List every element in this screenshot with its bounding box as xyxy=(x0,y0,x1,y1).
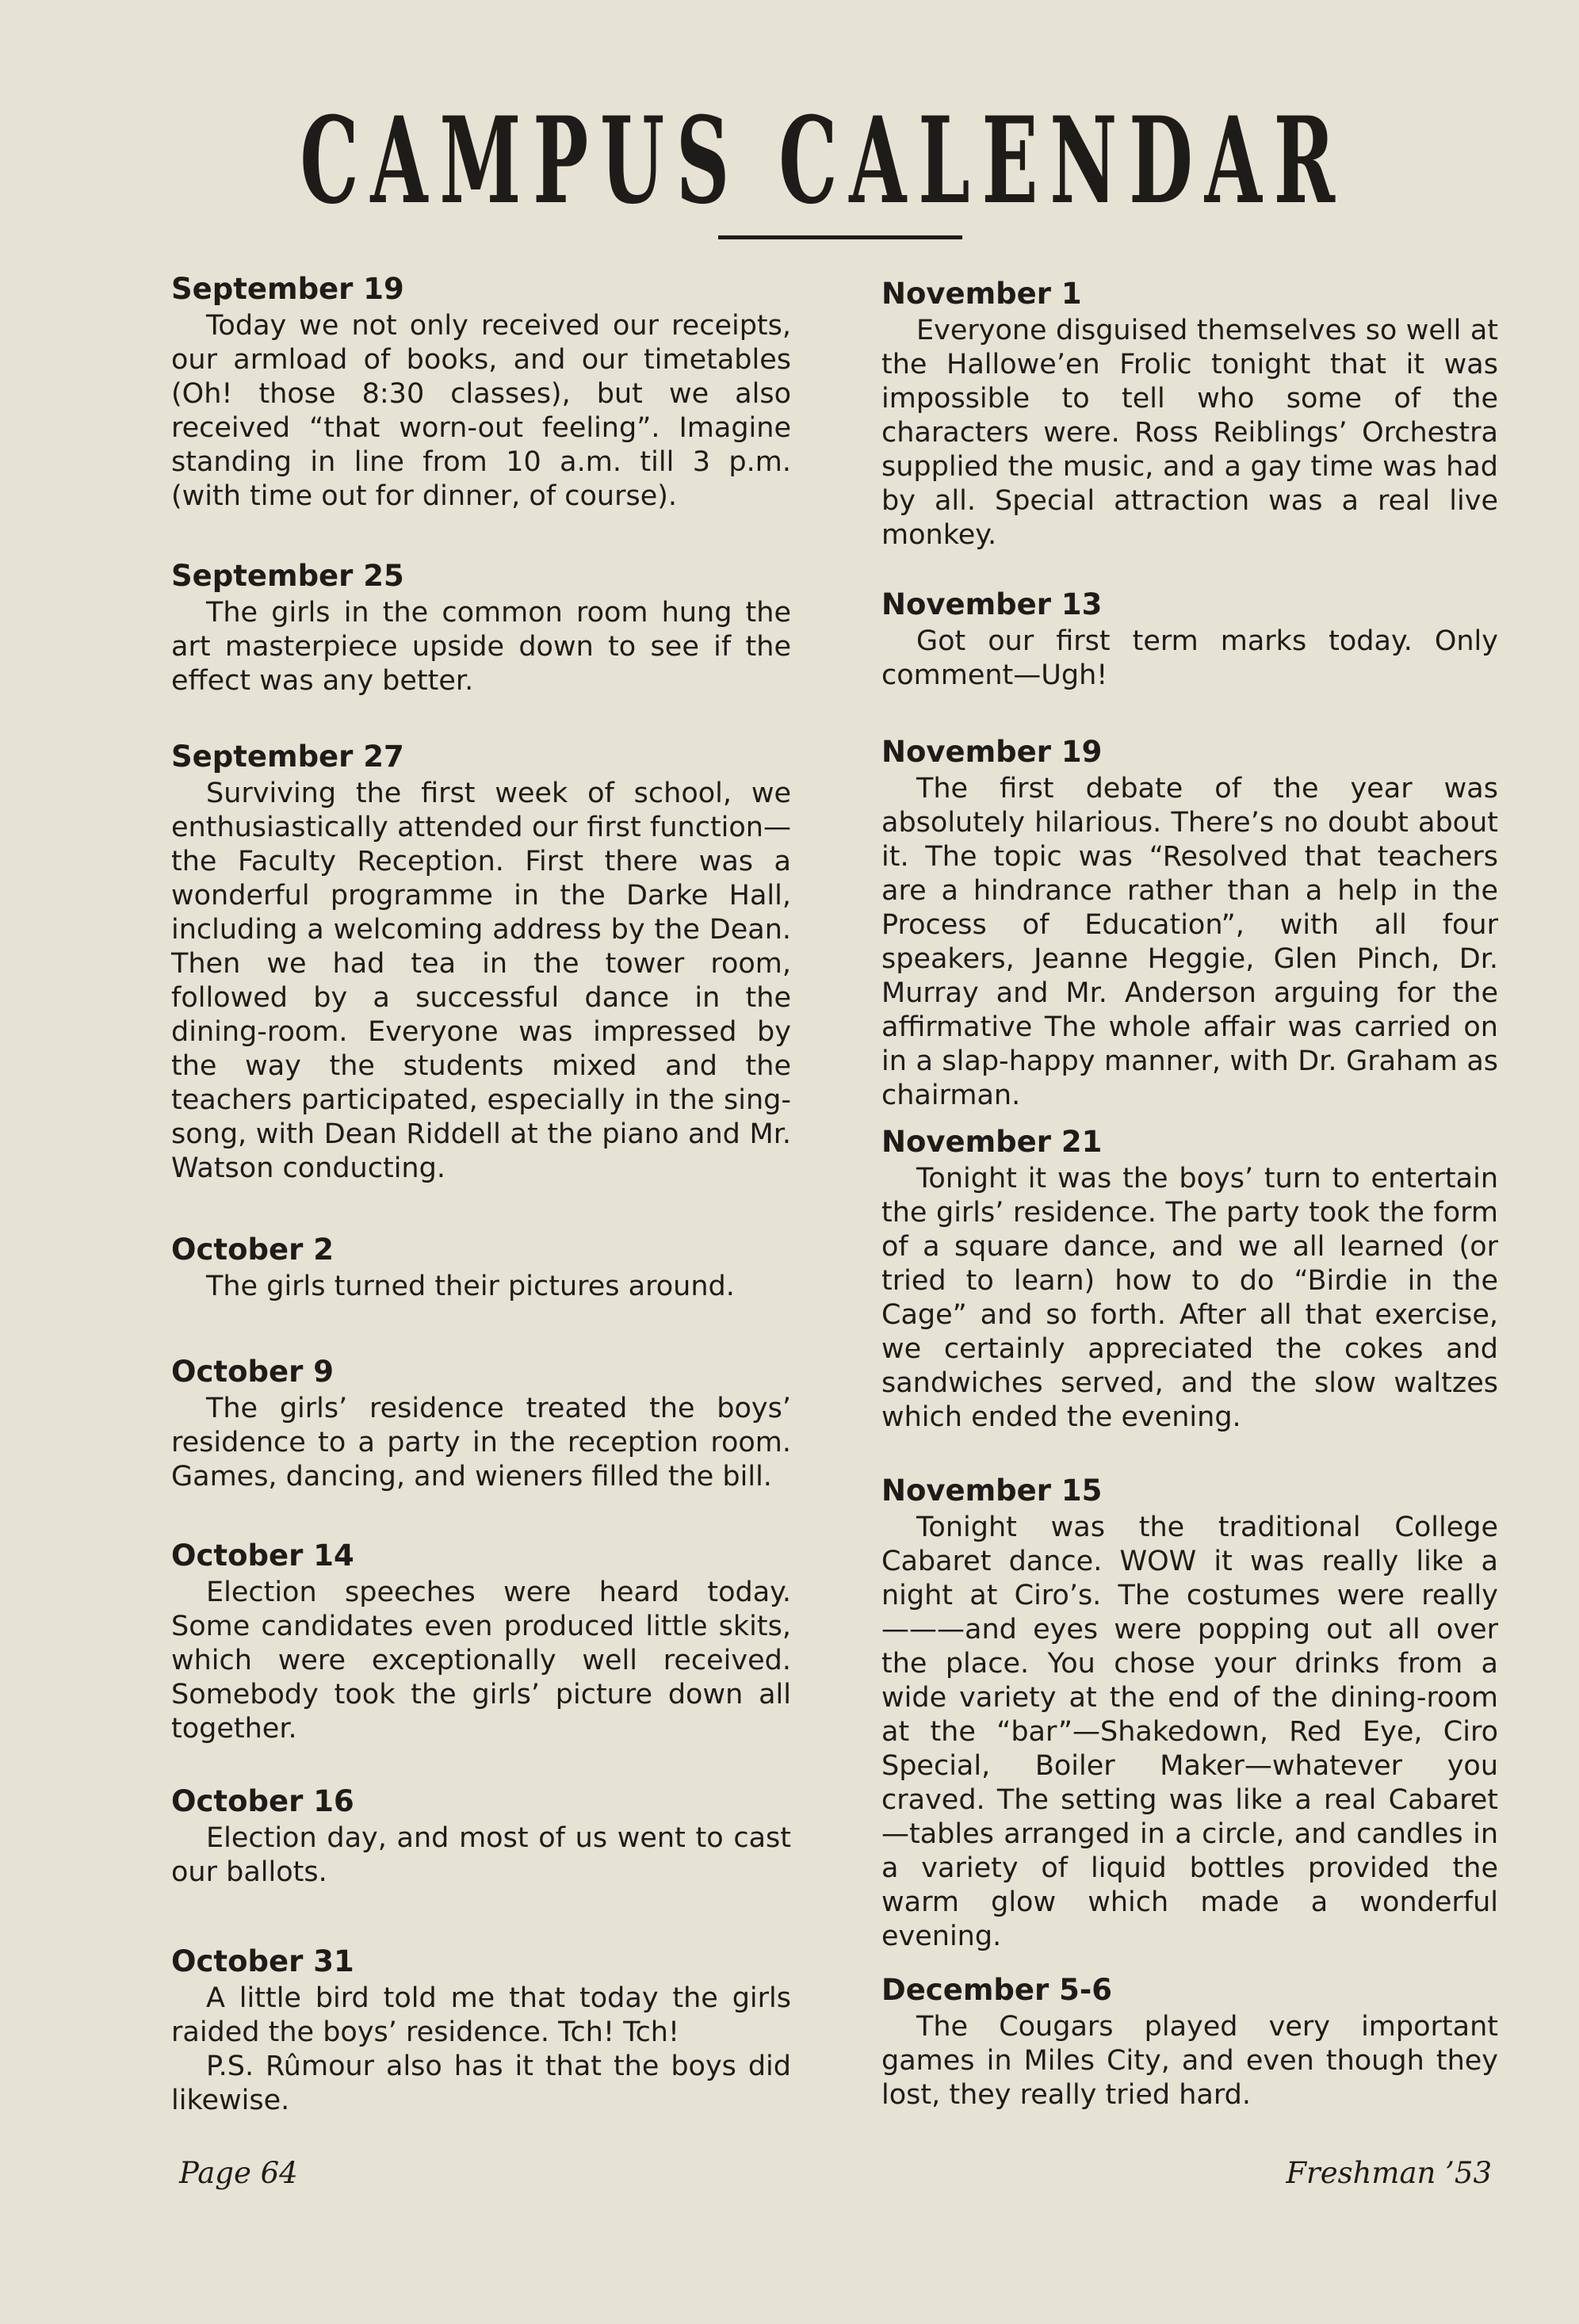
calendar-entry xyxy=(171,1232,791,1304)
entry-text: A little bird told me that today the girls raided the boys’ residence. Tch! Tch! xyxy=(171,1982,791,2048)
entry-date: September 25 xyxy=(171,559,404,593)
entry-text: Election speeches were heard today. Some candidates even produced little skits, which were exceptionally well received. Somebody took the girls’ picture down all together. xyxy=(171,1577,791,1745)
calendar-entry xyxy=(881,734,1498,1113)
entry-text: The Cougars played very important games in Miles City, and even though they lost, they really tried hard. xyxy=(881,2011,1498,2111)
calendar-entry xyxy=(171,271,791,514)
entry-text: Election day, and most of us went to cast our ballots. xyxy=(171,1822,791,1888)
entry-date: November 19 xyxy=(881,735,1103,769)
entry-text: The girls’ residence treated the boys’ residence to a party in the reception room. Games, dancing, and wieners filled the bill. xyxy=(171,1393,791,1493)
page-number: Page 64 xyxy=(179,2156,298,2190)
entry-text: The first debate of the year was absolutely hilarious. There’s no doubt about it. The topic was “Resolved that teachers are a hindrance rather than a help in the Process of Education”, with all four speakers, Jeanne Heggie, Glen Pinch, Dr. Murray and Mr. Anderson arguing for the affirmative The whole affair was carried on in a slap-happy manner, with Dr. Graham as chairman. xyxy=(881,773,1498,1111)
entry-date: September 19 xyxy=(171,272,404,306)
entry-date: November 1 xyxy=(881,277,1082,311)
page-title: CAMPUS CALENDAR xyxy=(300,91,1347,231)
title-underline xyxy=(718,235,962,239)
entry-date: September 27 xyxy=(171,740,404,774)
entry-text: The girls in the common room hung the art masterpiece upside down to see if the effect was any better. xyxy=(171,597,791,697)
calendar-entry xyxy=(171,739,791,1186)
calendar-entry xyxy=(171,558,791,698)
calendar-entry xyxy=(881,587,1498,693)
calendar-entry xyxy=(881,1972,1498,2112)
entry-date: October 2 xyxy=(171,1233,334,1267)
publication-name: Freshman ’53 xyxy=(1286,2156,1492,2190)
calendar-entry xyxy=(171,1538,791,1746)
calendar-entry xyxy=(171,1944,791,2118)
entry-text: Surviving the first week of school, we enthusiastically attended our first function—the Faculty Reception. First there was a wonderful programme in the Darke Hall, including a welcoming address by the Dean. Then we had tea in the tower room, followed by a successful dance in the dining-room. Everyone was impressed by the way the students mixed and the teachers participated, especially in the sing-song, with Dean Riddell at the piano and Mr. Watson conducting. xyxy=(171,778,791,1184)
calendar-entry xyxy=(171,1783,791,1890)
entry-date: December 5-6 xyxy=(881,1973,1112,2007)
entry-date: November 15 xyxy=(881,1474,1103,1508)
calendar-entry xyxy=(881,1124,1498,1435)
entry-text: Tonight it was the boys’ turn to entertain the girls’ residence. The party took the form of a square dance, and we all learned (or tried to learn) how to do “Birdie in the Cage” and so forth. After all that exercise, we certainly appreciated the cokes and sandwiches served, and the slow waltzes which ended the evening. xyxy=(881,1163,1498,1433)
entry-date: November 13 xyxy=(881,587,1103,621)
entry-text: Today we not only received our receipts, our armload of books, and our timetables (Oh! those 8:30 classes), but we also received “that worn-out feeling”. Imagine standing in line from 10 a.m. till 3 p.m. (with time out for dinner, of course). xyxy=(171,310,791,512)
calendar-entry xyxy=(171,1354,791,1494)
calendar-entry xyxy=(881,1473,1498,1954)
entry-text: Everyone disguised themselves so well at the Hallowe’en Frolic tonight that it was impossible to tell who some of the characters were. Ross Reiblings’ Orchestra supplied the music, and a gay time was had by all. Special attraction was a real live monkey. xyxy=(881,315,1498,551)
entry-date: October 14 xyxy=(171,1539,354,1573)
entry-text: Tonight was the traditional College Cabaret dance. WOW it was really like a night at Ciro’s. The costumes were really———and eyes were popping out all over the place. You chose your drinks from a wide variety at the end of the dining-room at the “bar”—Shakedown, Red Eye, Ciro Special, Boiler Maker—whatever you craved. The setting was like a real Cabaret—tables arranged in a circle, and candles in a variety of liquid bottles provided the warm glow which made a wonderful evening. xyxy=(881,1512,1498,1952)
entry-date: October 31 xyxy=(171,1944,354,1978)
entry-text: P.S. Rûmour also has it that the boys did likewise. xyxy=(171,2051,791,2116)
entry-text: The girls turned their pictures around. xyxy=(206,1271,735,1302)
calendar-entry xyxy=(881,276,1498,552)
entry-date: November 21 xyxy=(881,1125,1103,1159)
entry-text: Got our first term marks today. Only comment—Ugh! xyxy=(881,625,1498,691)
entry-date: October 16 xyxy=(171,1784,354,1818)
entry-date: October 9 xyxy=(171,1355,334,1389)
